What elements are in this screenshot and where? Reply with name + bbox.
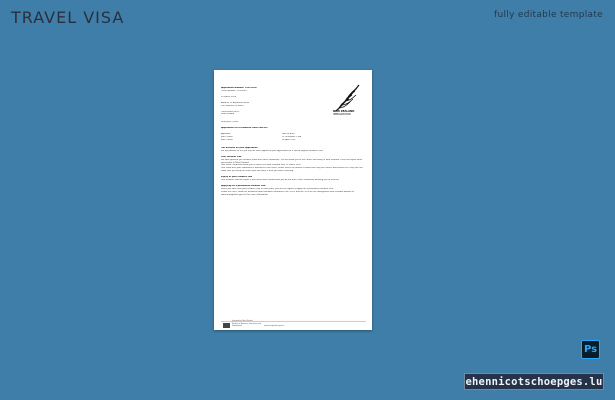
meta-line: Application Number: 1900 0000 <box>221 87 257 89</box>
letter-date: 10 March 2024 <box>221 95 237 98</box>
page-subtitle: fully editable template <box>494 10 603 20</box>
body-text: When you have held your resident visa for two years, you will be eligible to apply for a permanent resident visa. <box>221 187 334 190</box>
body-text: Your visas with your conditions is attached to this letter. Please check the details to make sure they are correct and contact us if they are not. <box>221 167 364 170</box>
section-heading: Our decision on your application <box>221 146 258 149</box>
applicant-dob: 14 April 1992 <box>281 138 296 141</box>
letter-body <box>221 87 366 197</box>
body-text: We have granted you resident visas with travel conditions. This will allow you to live, work, and study in New Zealand. It will not expire while you remain in New Zealand. <box>221 158 363 164</box>
body-text: Your travel conditions allow you to travel into New Zealand until 12 March 2025. <box>221 164 302 167</box>
government-crest-icon <box>223 323 230 328</box>
meta-line: Client Number: 11505001 <box>221 89 247 92</box>
section-heading: Expiry of your resident visa <box>221 176 253 179</box>
footer-line: www.immigration.govt.nz <box>264 325 285 327</box>
address-line: New Zealand <box>221 113 235 116</box>
section-heading: Applying for a permanent resident visa <box>221 184 266 187</box>
section-heading: Your resident visa <box>221 155 242 158</box>
applicant-name: Jane Citizen <box>221 138 233 141</box>
body-text: Your resident visa will expire if you leave New Zealand and you do not have travel conditions allowing you to re-enter. <box>221 179 340 182</box>
address-line: Address 12 Anywhere Street <box>221 101 250 104</box>
body-text: We are pleased to tell you that we have approved your application for a Skilled Migrant Resident Visa. <box>221 149 324 152</box>
page-title: TRAVEL VISA <box>11 8 125 27</box>
address-line: 100 Southern St North <box>221 104 244 107</box>
photoshop-icon: Ps <box>581 340 600 359</box>
address-line: Christchurch 8012 <box>221 110 240 113</box>
body-text: Make sure you keep this letter safe and carry it with you when traveling. <box>221 170 294 173</box>
emblem-label-line: NEW ZEALAND <box>333 110 355 113</box>
visa-letter-document <box>214 70 372 330</box>
footer-line: Immigration New Zealand <box>232 321 253 323</box>
table-header-cell: Date of birth <box>281 133 295 136</box>
watermark-banner: ehennicotschoepges.lu <box>464 373 604 390</box>
footer-text <box>232 321 262 328</box>
emblem-label-line: IMMIGRATION <box>333 113 351 116</box>
footer-text <box>264 326 294 328</box>
body-paragraphs <box>221 147 366 197</box>
applicant-dob: 13 December 1988 <box>281 136 302 139</box>
salutation: Dear Jane Citizen <box>221 121 239 124</box>
body-text: Please see INZ's Guide for Residents and Permanent Residents (INZ 1010) and INZ 1074 on the Immigration New Zealand website at www.immigration.govt.nz for more information. <box>221 190 355 196</box>
letter-heading: Application for a residence class visa for: <box>221 127 268 130</box>
applicant-name: John Citizen <box>221 136 233 139</box>
table-header-cell: Applicant <box>221 133 231 136</box>
footer-line: Ministry of Business, Innovation and Employment <box>232 323 261 327</box>
